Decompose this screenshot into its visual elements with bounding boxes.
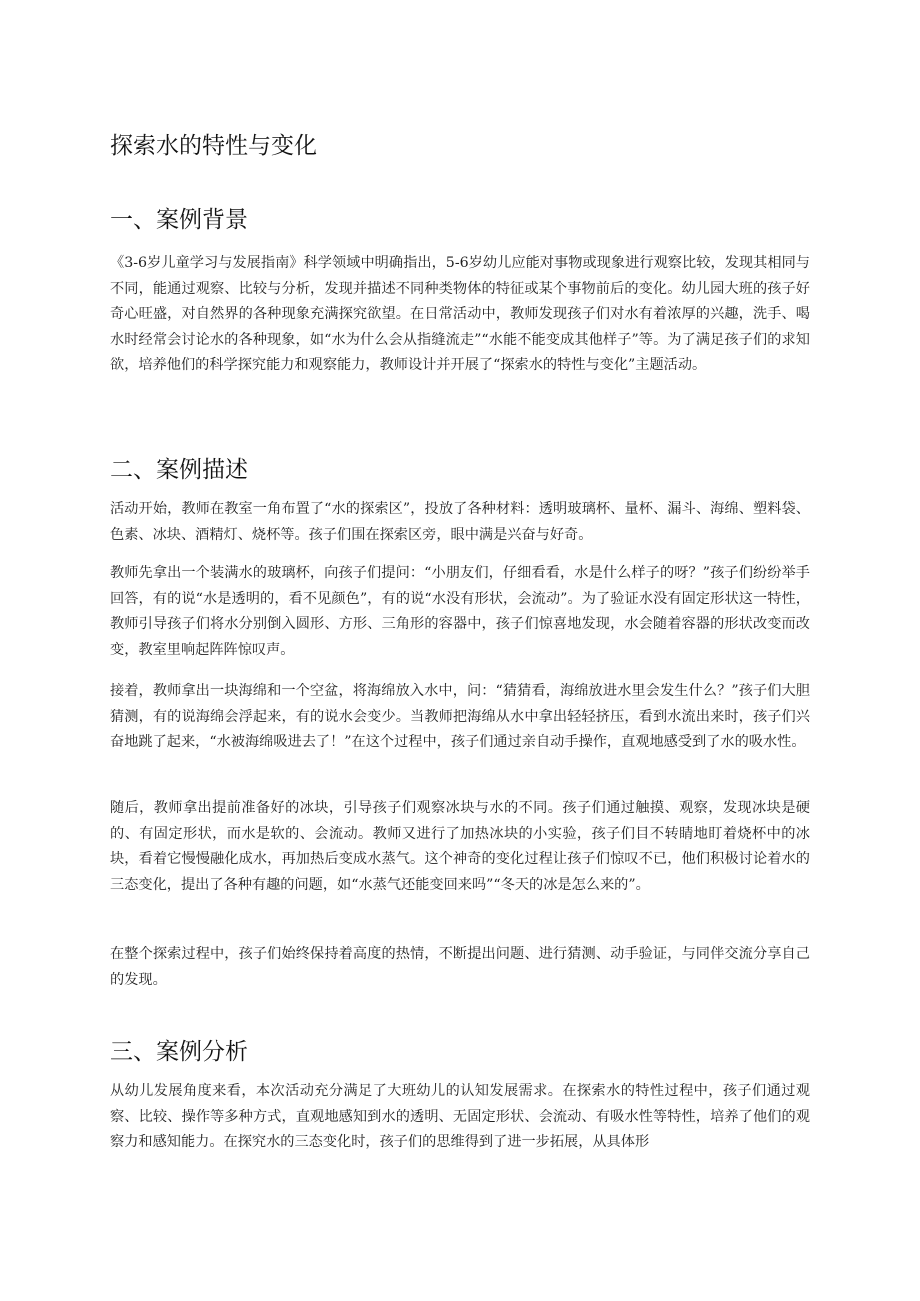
- paragraph: 教师先拿出一个装满水的玻璃杯，向孩子们提问：“小朋友们，仔细看看，水是什么样子的呀？”孩子们纷纷举手回答，有的说“水是透明的，看不见颜色”，有的说“水没有形状，会流动”。为了验证水没有固定形状这一特性，教师引导孩子们将水分别倒入圆形、方形、三角形的容器中，孩子们惊喜地发现，水会随着容器的形状改变而改变，教室里响起阵阵惊叹声。: [110, 565, 810, 658]
- paragraph: 从幼儿发展角度来看，本次活动充分满足了大班幼儿的认知发展需求。在探索水的特性过程中，孩子们通过观察、比较、操作等多种方式，直观地感知到水的透明、无固定形状、会流动、有吸水性等特性，培养了他们的观察力和感知能力。在探究水的三态变化时，孩子们的思维得到了进一步拓展，从具体形: [110, 1083, 810, 1150]
- paragraph: 在整个探索过程中，孩子们始终保持着高度的热情，不断提出问题、进行猜测、动手验证，与同伴交流分享自己的发现。: [110, 946, 810, 988]
- paragraph: 随后，教师拿出提前准备好的冰块，引导孩子们观察冰块与水的不同。孩子们通过触摸、观察，发现冰块是硬的、有固定形状，而水是软的、会流动。教师又进行了加热冰块的小实验，孩子们目不转睛地盯着烧杯中的冰块，看着它慢慢融化成水，再加热后变成水蒸气。这个神奇的变化过程让孩子们惊叹不已，他们积极讨论着水的三态变化，提出了各种有趣的问题，如“水蒸气还能变回来吗”“冬天的冰是怎么来的”。: [110, 800, 810, 893]
- section-heading-description: 二、案例描述: [110, 457, 248, 483]
- section-heading-analysis: 三、案例分析: [110, 1039, 248, 1065]
- paragraph: 活动开始，教师在教室一角布置了“水的探索区”，投放了各种材料：透明玻璃杯、量杯、漏斗、海绵、塑料袋、色素、冰块、酒精灯、烧杯等。孩子们围在探索区旁，眼中满是兴奋与好奇。: [110, 501, 810, 543]
- section-heading-background: 一、案例背景: [110, 207, 248, 233]
- paragraph: 接着，教师拿出一块海绵和一个空盆，将海绵放入水中，问：“猜猜看，海绵放进水里会发生什么？”孩子们大胆猜测，有的说海绵会浮起来，有的说水会变少。当教师把海绵从水中拿出轻轻挤压，看到水流出来时，孩子们兴奋地跳了起来，“水被海绵吸进去了！”在这个过程中，孩子们通过亲自动手操作，直观地感受到了水的吸水性。: [110, 683, 810, 750]
- paragraph: 《3-6岁儿童学习与发展指南》科学领域中明确指出，5-6岁幼儿应能对事物或现象进行观察比较，发现其相同与不同，能通过观察、比较与分析，发现并描述不同种类物体的特征或某个事物前后的变化。幼儿园大班的孩子好奇心旺盛，对自然界的各种现象充满探究欲望。在日常活动中，教师发现孩子们对水有着浓厚的兴趣，洗手、喝水时经常会讨论水的各种现象，如“水为什么会从指缝流走”“水能不能变成其他样子”等。为了满足孩子们的求知欲，培养他们的科学探究能力和观察能力，教师设计并开展了“探索水的特性与变化”主题活动。: [110, 255, 810, 373]
- document-title: 探索水的特性与变化: [110, 133, 317, 159]
